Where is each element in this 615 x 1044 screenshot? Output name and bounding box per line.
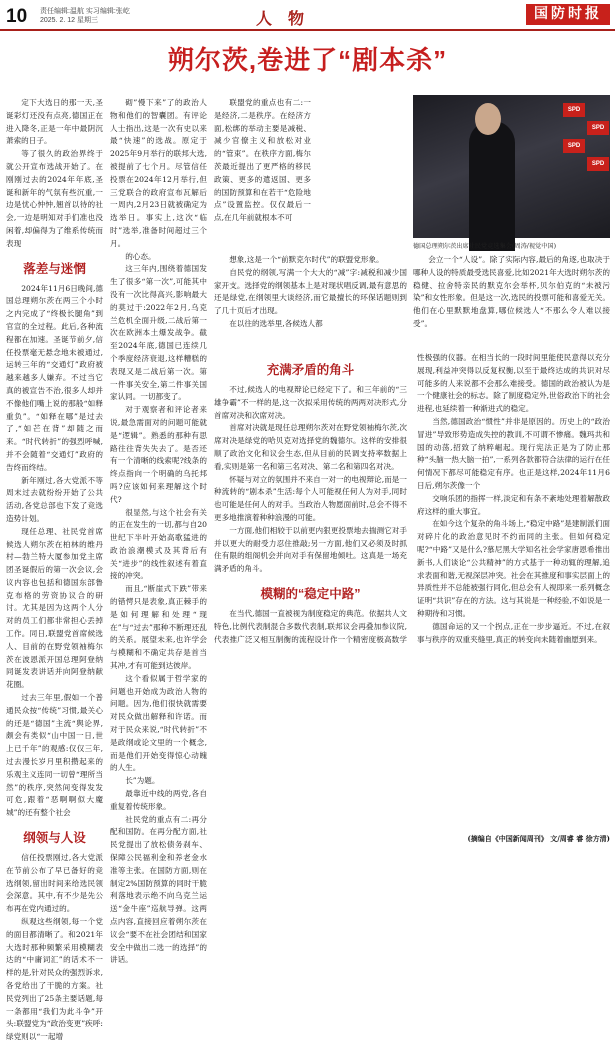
body-paragraph: 最靠近中线的两党,各自重复着传统形象。 bbox=[110, 789, 207, 811]
article-column-6 bbox=[214, 352, 610, 832]
body-paragraph: 德国命运的又一个拐点,正在一步步逼近。不过,在叙事与秩序的双重夹缝里,真正的转变向未随着幽愿到来。 bbox=[417, 621, 610, 644]
body-paragraph: 在当代,德国一直被视为制度稳定的典范。依据共人文特色,比例代表制混合多数代表制,联邦议会再叠加参议院,代表推广泛又相互制衡的流程设计作一个精密度极高数学性极强的仪器。在相当长的一段时间里能使民意得以充分展现,利益冲突得以反复权衡,以至于最终达成的共识对尽可能多的人来说都不会那么难接受。德国的政治被认为是一个健康社会的标志。除了制度稳定外,世俗政治下的社会进程,也延续着一种渐进式的稳定。 bbox=[214, 353, 610, 644]
subheading: 纲领与人设 bbox=[23, 831, 86, 846]
photo-caption: 德国总理朔尔茨出席社民党竞选集会(周涛/视觉中国) bbox=[413, 243, 557, 250]
body-paragraph: 想象,这是一个“前默克尔时代”的联盟党形象。 bbox=[229, 255, 384, 264]
party-sign-icon: SPD bbox=[563, 103, 585, 117]
body-paragraph: 砌”慢下来”了的政治人物和他们的智囊团。有评论人士指出,这是一次有史以来最“快速”的选战。原定于2025年9月举行的联邦大选,被提前了七个月。尽管信任投票在2024年12月举行,但三党联合的政府宣布瓦解后一周内,2月23日就被确定为选举日。事实上,这次“临时”选举,准备时间超过三个月。 bbox=[110, 98, 207, 248]
article-column-4 bbox=[214, 254, 407, 352]
header-rule bbox=[0, 29, 615, 31]
article-column-5 bbox=[413, 254, 610, 352]
body-paragraph: 信任投票刚过,各大党派在节前公布了早已备好的竞选纲领,留出时间来给选民领会深意。其中,有不少是先公布再在党内通过的。 bbox=[6, 853, 103, 914]
body-paragraph: 2024年11月6日晚间,德国总理朔尔茨在两三个小时之内完成了“终极长腿角”到官宣的全过程。此后,各种流程都在加速。圣诞节前夕,信任投票毫无悬念地未被通过,运转三年的“交通灯”政府被越来越多人嫌弃。不过当它真的被宣告不治,很多人却并不像他们嘴上说的那般“如释重负”。“如释在哪”是过去了,“如芒在背”却随之而来。“时代转折”的强烈呼喊,并不会随着“交通灯”政府的告终而终结。 bbox=[6, 283, 103, 472]
newspaper-logo: 国防时报 bbox=[526, 4, 610, 25]
body-paragraph: 现任总理、社民党首席候选人朔尔茨在柏林的维丹村—勃兰特大厦参加党主席团圣诞假后的第一次会议,会议内容也包括和德国东部鲁克布格的劳资协议合的研讨。尤其是因为这两个人分对的员工们都非常担心丢掉工作。同日,联盟党首席候选人、目前的在野党领袖梅尔茨在波恩派开国总理阿登纳同诞发表讲话并向阿登纳献花圈。 bbox=[6, 526, 103, 690]
subheading: 落差与迷惘 bbox=[23, 261, 86, 276]
subheading: 充满矛盾的角斗 bbox=[266, 363, 355, 377]
body-paragraph: 等了很久的政治界终于就公开宣布选战开始了。在刚刚过去的2024年年底,圣诞和新年的气氛有些沉重,一边是忧心忡忡,翘首以待的社会,一边是明知对手们准也没闲着,却偏得为了维系传统而表现 bbox=[6, 149, 103, 248]
author-credit: (摘编自《中国新闻周刊》 文/周睿 睿 徐方清) bbox=[467, 834, 610, 843]
body-paragraph: 自民党的纲领,写满一个大大的“减”字:减税和减少国家开支。选择党的纲领基本上是对现状唱反调,最有意思的还是绿党,在纲领里大谈经济,而它最擅长的环保话题则到了几十页后才出现。 bbox=[214, 267, 407, 316]
news-photo bbox=[413, 95, 610, 238]
body-paragraph: 的心态。 bbox=[125, 251, 156, 261]
body-paragraph: 一方面,他们相较于以前更内狠更投票地去揣测它对手并以更大的耐受力忍住推敲;另一方面,他们又必须及时抓住有限的组阁机会并向对手有保留地倾吐。这真是一场充满矛盾的角斗。 bbox=[214, 525, 407, 574]
page-header bbox=[0, 0, 615, 30]
body-paragraph: 纵观这些纲领,每一个党的面目都清晰了。和2021年大选时那种频繁采用模糊表达的“中庸词汇”的话术不一样的是,针对民众的强烈诉求,各党给出了干脆的方案。社民党列出了25条主要话题,每一条都用“我们为此斗争”开头:联盟党为“政治变更”疾呼:绿党则以“一起增 bbox=[6, 917, 103, 1042]
editor-line: 责任编辑:温航 实习编辑:张屹 bbox=[40, 8, 130, 15]
page-number: 10 bbox=[6, 6, 28, 27]
body-paragraph: 交响乐团的指挥一样,淡定和有条不紊地处理着解散政府这样的重大事宜。 bbox=[417, 493, 610, 516]
body-paragraph: 怀疑与对立的氛围并不来自一对一的电视辩论,而是一种流转的“剧本杀”生活:每个人可能视任何人为对手,同时也可能是任何人的对手。当政治人物愿面前时,总会不得不更多地推演着种种浪漫的可能。 bbox=[214, 474, 407, 522]
body-paragraph: 社民党的重点有二:再分配和国防。在再分配方面,社民党提出了放松债务刹车、保障公民福利金和养老金水准等主张。在国防方面,则在制定2%国防预算的同时干脆利落地表示绝不向乌克兰运送“金牛座”巡航导弹。这两点内容,直接回应着朔尔茨在议会“要不在社会团结和国家安全中做出二选一的选择”的讲话。 bbox=[110, 814, 207, 965]
body-paragraph: 对于观察者和评论者来说,最急需面对的问题可能就是“逻辑”。熟悉的那种有思路往往背失失去了。是否还有一个清晰的线索呢?线条的终点指向一个明确的乌托邦吗?应该如何来理解这个时代? bbox=[110, 405, 207, 504]
header-meta bbox=[40, 7, 130, 25]
section-title: 人 物 bbox=[256, 11, 311, 28]
body-paragraph: 这个看似属于哲学家的问题也开始成为政治人物的问题。因为,他们很快就需要对民众做出解释和许诺。而对于民众来说,“时代转折”不是政纲或论文里的一个概念,而是他们开始变得惊心动魄的人生。 bbox=[110, 673, 207, 773]
subheading: 模糊的“稳定中路” bbox=[260, 586, 361, 601]
body-paragraph: 新年刚过,各大党派不等周末过去就纷纷开始了公共活动,各党总部也下发了竞选造势计划。 bbox=[6, 475, 103, 523]
body-paragraph: 这三年内,围绕着德国发生了很多“第一次”,可能其中没有一次比得高兴,影响最大的莫过于:2022年2月,乌克兰危机全面升级,二战后第一次在欧洲本土爆发战争。截至2024年底,德国已连续几个季度经济衰退,这样糟糕的表现又是二战后第一次。第一件事关安全,第二件事关国家认同。一切都变了。 bbox=[110, 264, 207, 402]
party-sign-icon: SPD bbox=[587, 121, 609, 135]
party-sign-icon: SPD bbox=[563, 139, 585, 153]
body-paragraph: 当然,德国政治“惯性”并非是原因的。历史上的“政治冒进”导致形势造成失控的教训,不可谓不惨痛。魏玛共和国的动荡,招致了纳粹崛起。现行宪法正是为了防止那种“头脑一热大脑一拍”,一系列各款都符合法律的运行在任何情况下都尽可能稳定有序。也正是这样,2024年11月6日后,朔尔茨像一个 bbox=[417, 416, 610, 490]
body-paragraph: 联盟党的重点也有二:一是经济,二是秩序。在经济方面,松绑的举动主要是减税、减少官僚主义和放松对业的“管束”。在秩序方面,梅尔茨最近提出了更严格的移民政策、更多的遣返国、更多的国防预算和在若干“危险地点”设置监控。仅仅最后一点,在几年前就根本不可 bbox=[214, 98, 311, 223]
body-paragraph: 会立一个“人设”。除了实际内容,最后的角逐,也取决于哪种人设的特质最受选民喜爱,比如2021年大选时朔尔茨的稳健、拉舍特亲民的默克尔会举杯,贝尔伯克的“未被污染”和女性形象。但是这一次,选民的投票可能和喜爱无关。他们在心里默默地盘算,哪位候选人“不那么令人难以接受”。 bbox=[413, 255, 610, 328]
body-paragraph: 过去三年里,假如一个普通民众按“传统”习惯,最关心的还是“德国”主流“舆论界,颇会有类似“山中国一日,世上已千年”的观感:仅仅三年,过去漫长岁月里积攒起来的乐观主义连同一切曾“理所当然”的秩序,突然间变得发发可危,跟着“恶啊啊似大魔城”的还有整个社会 bbox=[6, 693, 103, 818]
article-headline: 朔尔茨,卷进了“剧本杀” bbox=[167, 45, 448, 75]
body-paragraph: 在以往的选举里,各候选人都 bbox=[229, 318, 323, 328]
body-paragraph: 在如今这个复杂的角斗场上,“稳定中路”是建制派们面对碎片化的政治意见时不约而同的主张。但如何稳定呢?“中路”又是什么?慕尼黑大学知名社会学家唐恩希推出新书,人们谈论“公共精神”的方式基于一种动辄的理解,追求表面和谐,无视深层冲突。社会在其推度和事实层面上的异质性并不总能被强行同化,但总会有人视即来一系列概念证明“共识”存在的方法。这与其说是一种经验,不如说是一种期待和习惯。 bbox=[417, 519, 610, 618]
person-silhouette bbox=[469, 121, 515, 251]
article-column-1 bbox=[6, 97, 103, 1042]
body-paragraph: 定下大选日的那一天,圣诞彩灯还没有点亮,德国正在进入降冬,正是一年中最阴沉萧索的日子。 bbox=[6, 98, 103, 146]
body-paragraph: 不过,候选人的电视辩论已经定下了。和三年前的“三雄争霸”不一样的是,这一次拟采用传统的两两对决形式,分首席对决和次席对决。 bbox=[214, 385, 407, 420]
body-paragraph: 首席对决就是现任总理朔尔茨对在野党领袖梅尔茨,次席对决是绿党的哈贝克对选择党的魏德尔。这样的安排很顺了政治文化和议会生态,但从目前的民调支持率数据上看,实则是第一名和第三名对决、第二名和第四名对决。 bbox=[214, 423, 407, 471]
person-head bbox=[475, 103, 501, 135]
date-line: 2025. 2. 12 星期三 bbox=[40, 17, 98, 24]
body-paragraph: 很显然,与这个社会有关的正在发生的一切,都与自20世纪下半叶开始高歌猛进的政治浪潮模式及其背后有关“进步”的线性叙述有着直接的冲突。 bbox=[110, 507, 207, 581]
body-paragraph: 而且,“断崖式下跌”带来的错愕只是表象,真正棘手的是如何理解和处理“现在”与“过去”那种不断理还乱的关系。展望未来,也许学会与模糊和不确定共存是首当其冲,才有可能到达彼岸。 bbox=[110, 584, 207, 671]
party-sign-icon: SPD bbox=[587, 157, 609, 171]
article-column-2 bbox=[110, 97, 207, 965]
body-paragraph: 长”为题。 bbox=[125, 776, 160, 786]
